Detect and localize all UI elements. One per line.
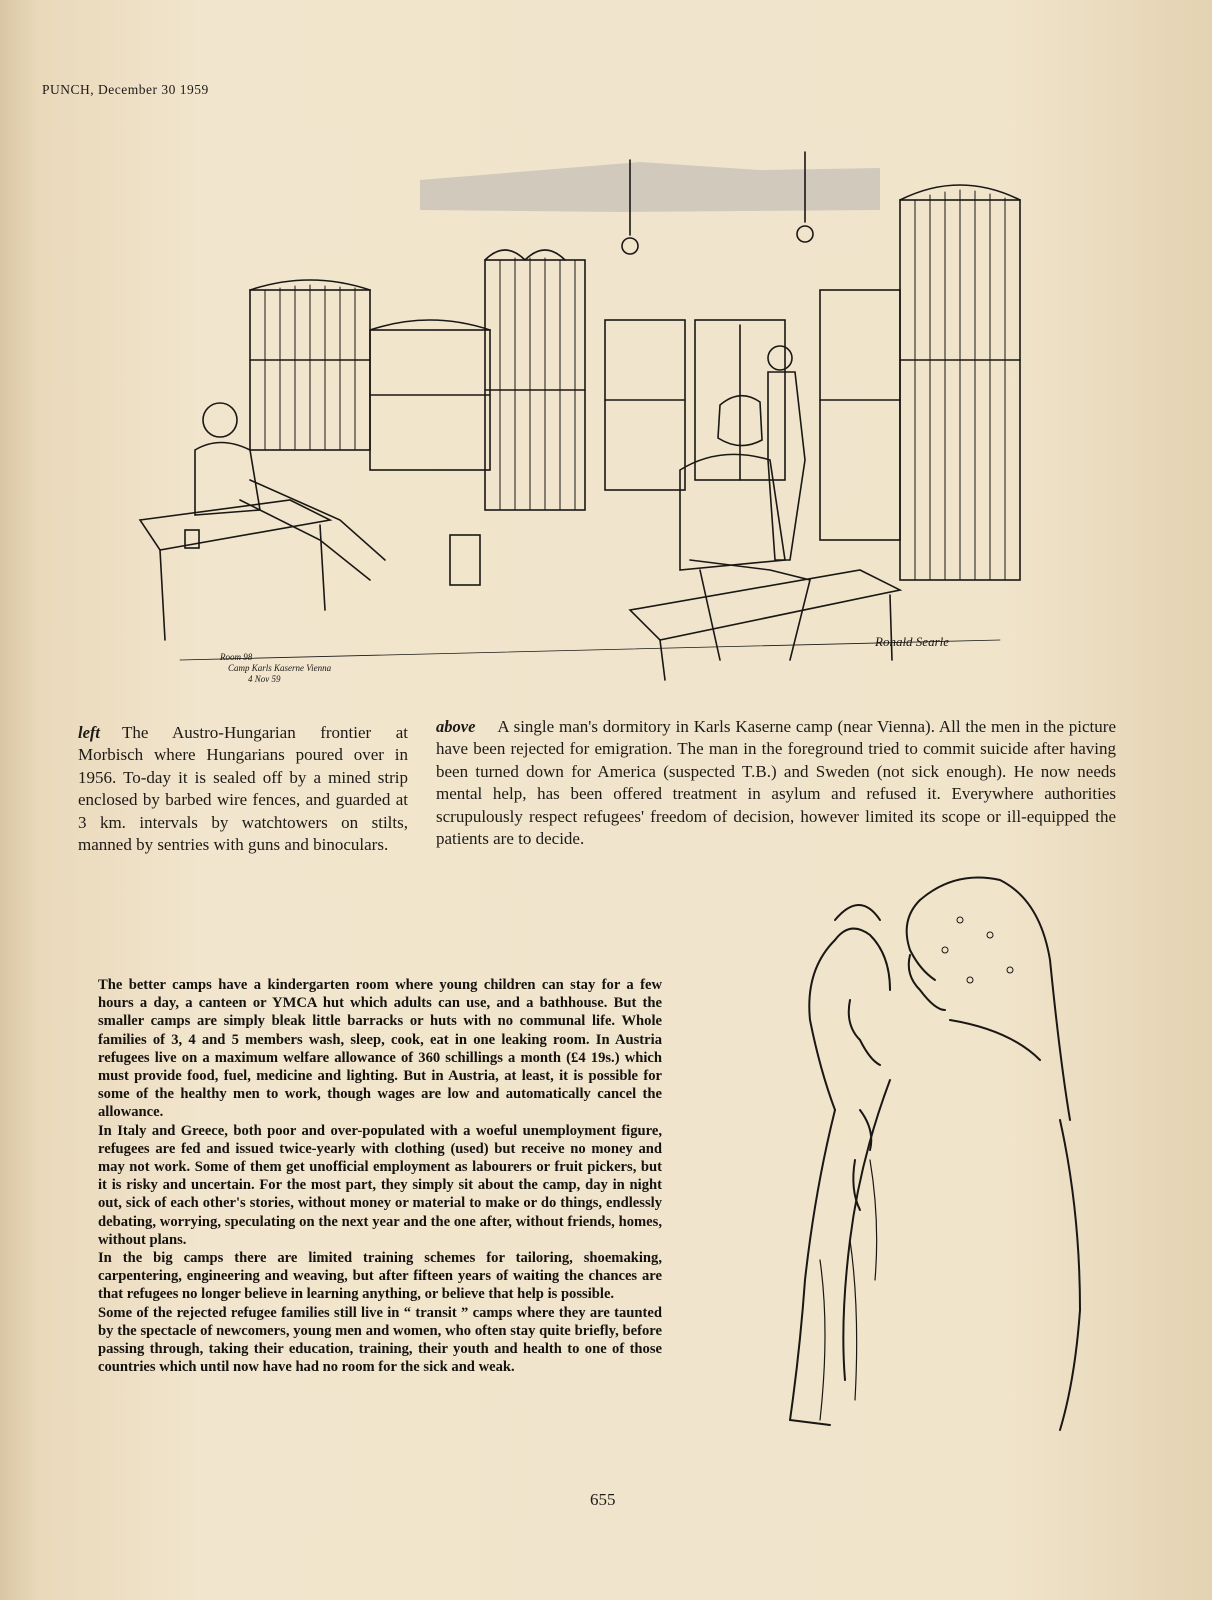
caption-above [436, 716, 1116, 850]
article-paragraph: In the big camps there are limited training schemes for tailoring, shoemaking, carpentering, engineering and weaving, but after fifteen years of waiting the chances are that refugees no longer believe in learning anything, or believe that help is possible. [98, 1250, 662, 1303]
article-paragraph: Some of the rejected refugee families still live in “ transit ” camps where they are taunted by the spectacle of newcomers, young men and women, who often stay quite briefly, before passing through, taking their education, training, their youth and health to one of those countries which until now have had no room for the sick and weak. [98, 1304, 662, 1376]
article-paragraph: In Italy and Greece, both poor and over-populated with a woeful unemployment figure, refugees are fed and issued twice-yearly with clothing (used) but receive no money and may not work. Some of them get unofficial employment as labourers or fruit pickers, but it is risky and uncertain. For the most part, they simply sit about the camp, day in night out, sick of each other's stories, without money or material to make or do things, endlessly debating, worrying, speculating on the next year and the one after, without friends, homes, without plans. [98, 1122, 662, 1248]
caption-text: A single man's dormitory in Karls Kaserne camp (near Vienna). All the men in the picture have been rejected for emigration. The man in the foreground tried to commit suicide after having been turned down for America (suspected T.B.) and Sweden (not sick enough). He now needs mental help, has been offered treatment in asylum and refused it. Everywhere authorities scrupulously respect refugees' freedom of decision, however limited its scope or ill-equipped the patients are to decide. [436, 717, 1116, 849]
dormitory-sketch [120, 140, 1040, 700]
caption-tag: above [436, 717, 476, 736]
running-head: PUNCH, December 30 1959 [42, 82, 209, 97]
caption-left [78, 722, 408, 856]
caption-text: The Austro-Hungarian frontier at Morbisch where Hungarians poured over in 1956. To-day it is sealed off by a mined strip enclosed by barbed wire fences, and guarded at 3 km. intervals by watchtowers on stilts, manned by sentries with guns and binoculars. [78, 723, 408, 855]
sketch-note-line: Camp Karls Kaserne Vienna [228, 663, 332, 673]
article-paragraph: The better camps have a kindergarten room where young children can stay for a few hours a day, a canteen or YMCA hut which adults can use, and a bathhouse. But the smaller camps are simply bleak little barracks or huts with no communal life. Whole families of 3, 4 and 5 members wash, sleep, cook, eat in one leaking room. In Austria refugees live on a maximum welfare allowance of 360 schillings a month (£4 19s.) which must provide food, fuel, medicine and lighting. But in Austria, at least, it is possible for some of the healthy men to work, though wages are low and automatically cancel the allowance. [98, 977, 662, 1121]
women-sketch [760, 860, 1100, 1450]
page-number: 655 [590, 1490, 616, 1509]
caption-tag: left [78, 723, 100, 742]
sketch-note-line: Room 98 [220, 652, 253, 662]
women-illustration [760, 860, 1100, 1450]
sketch-signature: Ronald Searle [875, 634, 950, 649]
article-body [98, 976, 662, 1376]
sketch-note-line: 4 Nov 59 [248, 674, 281, 684]
dormitory-illustration [120, 140, 1040, 700]
